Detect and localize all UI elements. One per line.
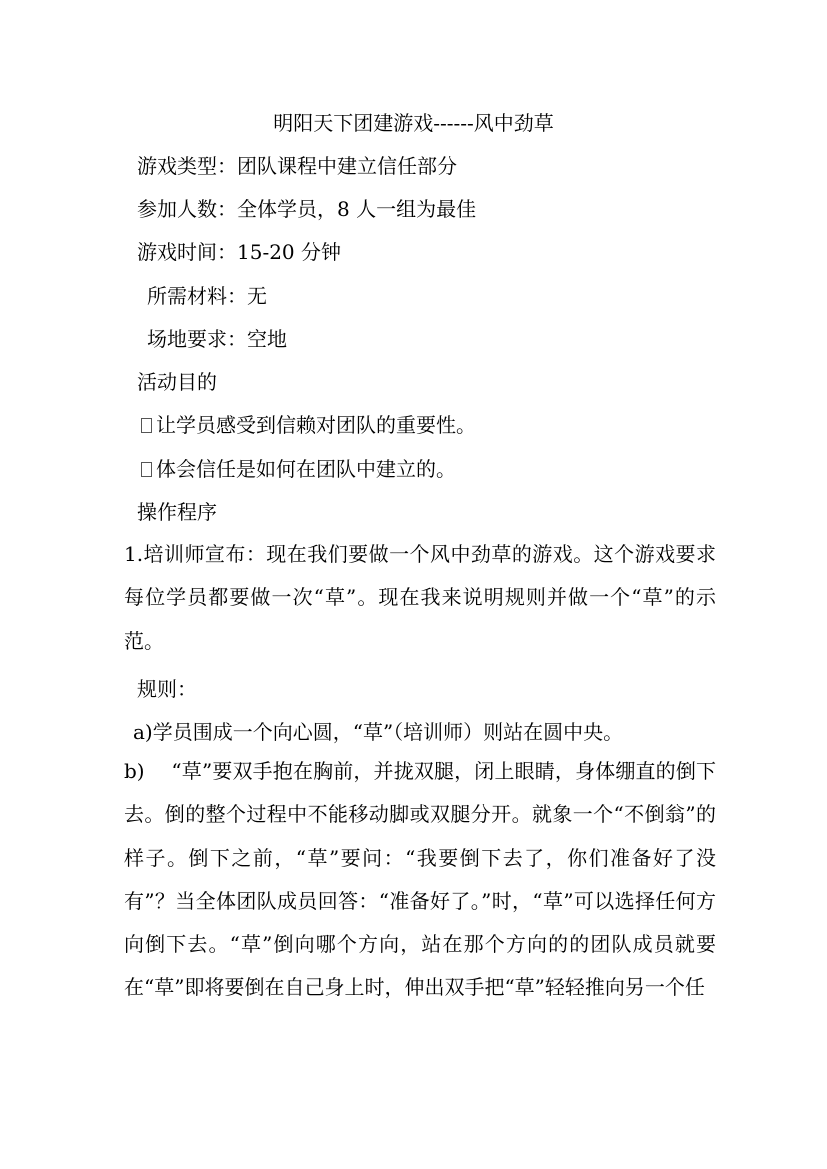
rule-a: a)学员围成一个向心圆，“草”（培训师）则站在圆中央。 — [133, 720, 624, 744]
rules-heading: 规则： — [137, 677, 197, 701]
document-title: 明阳天下团建游戏------风中劲草 — [273, 111, 554, 135]
purpose-item — [141, 409, 476, 441]
game-type: 游戏类型：团队课程中建立信任部分 — [137, 154, 457, 178]
procedure-step-1: 1.培训师宣布：现在我们要做一个风中劲草的游戏。这个游戏要求每位学员都要做一次“草”。现在我来说明规则并做一个“草”的示范。 — [124, 542, 716, 653]
participant-count: 参加人数：全体学员，8 人一组为最佳 — [137, 197, 477, 221]
procedure-heading: 操作程序 — [137, 500, 217, 524]
checkbox-bullet-icon — [141, 418, 152, 433]
purpose-item-text: 体会信任是如何在团队中建立的。 — [156, 457, 456, 481]
purpose-item-text: 让学员感受到信赖对团队的重要性。 — [156, 413, 476, 437]
checkbox-bullet-icon — [141, 462, 152, 477]
rule-b: b) “草”要双手抱在胸前，并拢双腿，闭上眼睛，身体绷直的倒下去。倒的整个过程中不能移动脚或双腿分开。就象一个“不倒翁”的样子。倒下之前，“草”要问：“我要倒下去了，你们准备好了没有”？当全体团队成员回答：“准备好了。”时，“草”可以选择任何方向倒下去。“草”倒向哪个方向，站在那个方向的的团队成员就要在“草”即将要倒在自己身上时，伸出双手把“草”轻轻推向另一个任 — [124, 759, 716, 1000]
purpose-heading: 活动目的 — [137, 370, 217, 394]
venue-requirement: 场地要求：空地 — [147, 327, 287, 351]
purpose-item — [141, 453, 456, 485]
game-duration: 游戏时间：15-20 分钟 — [137, 240, 342, 264]
required-materials: 所需材料：无 — [147, 284, 267, 308]
